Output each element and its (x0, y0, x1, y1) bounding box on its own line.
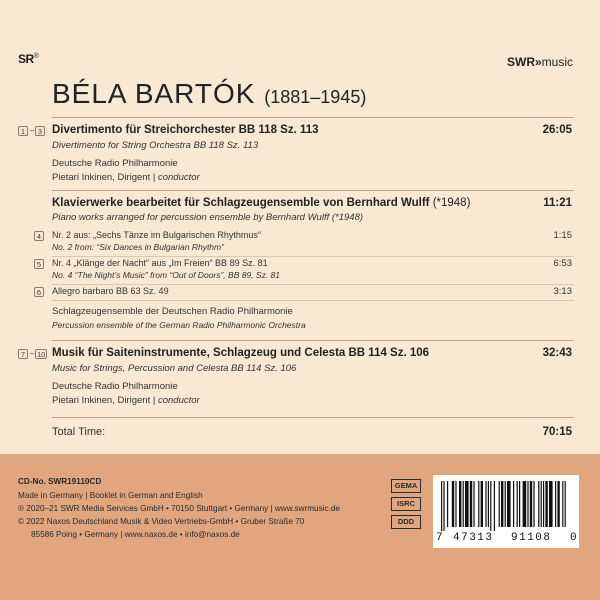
subtrack-duration: 6:53 (553, 258, 572, 269)
swr-music-logo (507, 55, 573, 69)
divider (52, 340, 574, 341)
swr-logo-text: SWR» (506, 55, 542, 69)
subtrack-title-de: Nr. 4 „Klänge der Nacht“ aus „Im Freien“ BB 89 Sz. 81 (52, 258, 268, 268)
composer-years: (1881–1945) (264, 87, 367, 107)
track-badge: 10 (37, 350, 46, 359)
work-title-en: Piano works arranged for percussion ensemble by Bernhard Wulff (*1948) (52, 212, 364, 223)
footer-line: © 2022 Naxos Deutschland Musik & Video Vertriebs-GmbH • Gruber Straße 70 (18, 517, 305, 526)
work-duration: 32:43 (542, 347, 572, 359)
divider-top (52, 117, 574, 118)
divider (52, 190, 574, 191)
work-duration: 11:21 (543, 197, 572, 209)
barcode-group-left: 47313 (453, 532, 494, 544)
music-logo-text: music (541, 55, 573, 69)
subtrack-title-en: No. 4 “The Night’s Music” from “Out of Doors”, BB 89, Sz. 81 (52, 270, 281, 280)
footer-line: ℗ 2020–21 SWR Media Services GmbH • 70150 Stuttgart • Germany | www.swrmusic.de (18, 504, 340, 513)
conductor-role: conductor (157, 395, 200, 406)
track-range-dash: – (30, 349, 35, 358)
barcode-digit-last: 0 (570, 532, 577, 544)
work-title-de: Divertimento für Streichorchester BB 118 Sz. 113 (52, 124, 319, 136)
subtrack-title-de: Nr. 2 aus: „Sechs Tänze im Bulgarischen Rhythmus“ (52, 230, 261, 240)
track-range-dash: – (30, 126, 35, 135)
catalog-number: CD-No. SWR19110CD (18, 477, 102, 486)
divider (52, 417, 574, 418)
performer-orchestra: Deutsche Radio Philharmonie (52, 381, 178, 392)
footer-line: 85586 Poing • Germany | www.naxos.de • info@naxos.de (31, 530, 240, 539)
track-badge: 4 (34, 231, 44, 241)
conductor-name: Pietari Inkinen, Dirigent | (52, 395, 156, 406)
divider-thin (52, 300, 574, 301)
divider-thin (52, 284, 574, 285)
isrc-box: ISRC (391, 497, 421, 511)
work-title-de: Musik für Saiteninstrumente, Schlagzeug und Celesta BB 114 Sz. 106 (52, 347, 430, 359)
subtrack-title-de: Allegro barbaro BB 63 Sz. 49 (52, 286, 169, 296)
arranger-year: (*1948) (432, 197, 471, 209)
conductor-name: Pietari Inkinen, Dirigent | (52, 172, 156, 183)
sr-logo (18, 52, 38, 66)
conductor-role: conductor (157, 172, 200, 183)
subtrack-title-en: No. 2 from: “Six Dances in Bulgarian Rhythm” (52, 242, 224, 252)
barcode-group-right: 91108 (511, 532, 552, 544)
gema-box: GEMA (391, 479, 421, 493)
subtrack-duration: 3:13 (553, 286, 572, 297)
track-badge: 3 (35, 126, 45, 136)
work-title-de (52, 197, 470, 209)
work-duration: 26:05 (542, 124, 572, 136)
ensemble-de: Schlagzeugensemble der Deutschen Radio Philharmonie (52, 306, 293, 317)
work-title-de-text: Klavierwerke bearbeitet für Schlagzeugensemble von Bernhard Wulff (52, 197, 430, 209)
subtrack-duration: 1:15 (553, 230, 572, 241)
registered-mark: ® (33, 53, 39, 60)
performer-conductor (52, 172, 200, 183)
work-title-en: Music for Strings, Percussion and Celesta BB 114 Sz. 106 (52, 363, 297, 374)
track-badge: 7 (18, 349, 28, 359)
barcode (433, 475, 579, 548)
total-value: 70:15 (542, 426, 572, 438)
performer-conductor (52, 395, 200, 406)
barcode-digit-first: 7 (436, 532, 443, 544)
ensemble-en: Percussion ensemble of the German Radio Philharmonic Orchestra (52, 320, 306, 330)
composer-name: BÉLA BARTÓK (52, 78, 256, 109)
composer-heading (52, 78, 366, 110)
work-title-en: Divertimento for String Orchestra BB 118 Sz. 113 (52, 140, 259, 151)
divider-thin (52, 256, 574, 257)
total-label: Total Time: (52, 426, 106, 438)
footer-line: Made in Germany | Booklet in German and English (18, 491, 203, 500)
track-badge: 6 (34, 287, 44, 297)
sr-logo-text: SR (18, 52, 34, 66)
barcode-bars (441, 481, 571, 531)
track-badge: 1 (18, 126, 28, 136)
performer-orchestra: Deutsche Radio Philharmonie (52, 158, 178, 169)
track-badge: 5 (34, 259, 44, 269)
ddd-box: DDD (391, 515, 421, 529)
